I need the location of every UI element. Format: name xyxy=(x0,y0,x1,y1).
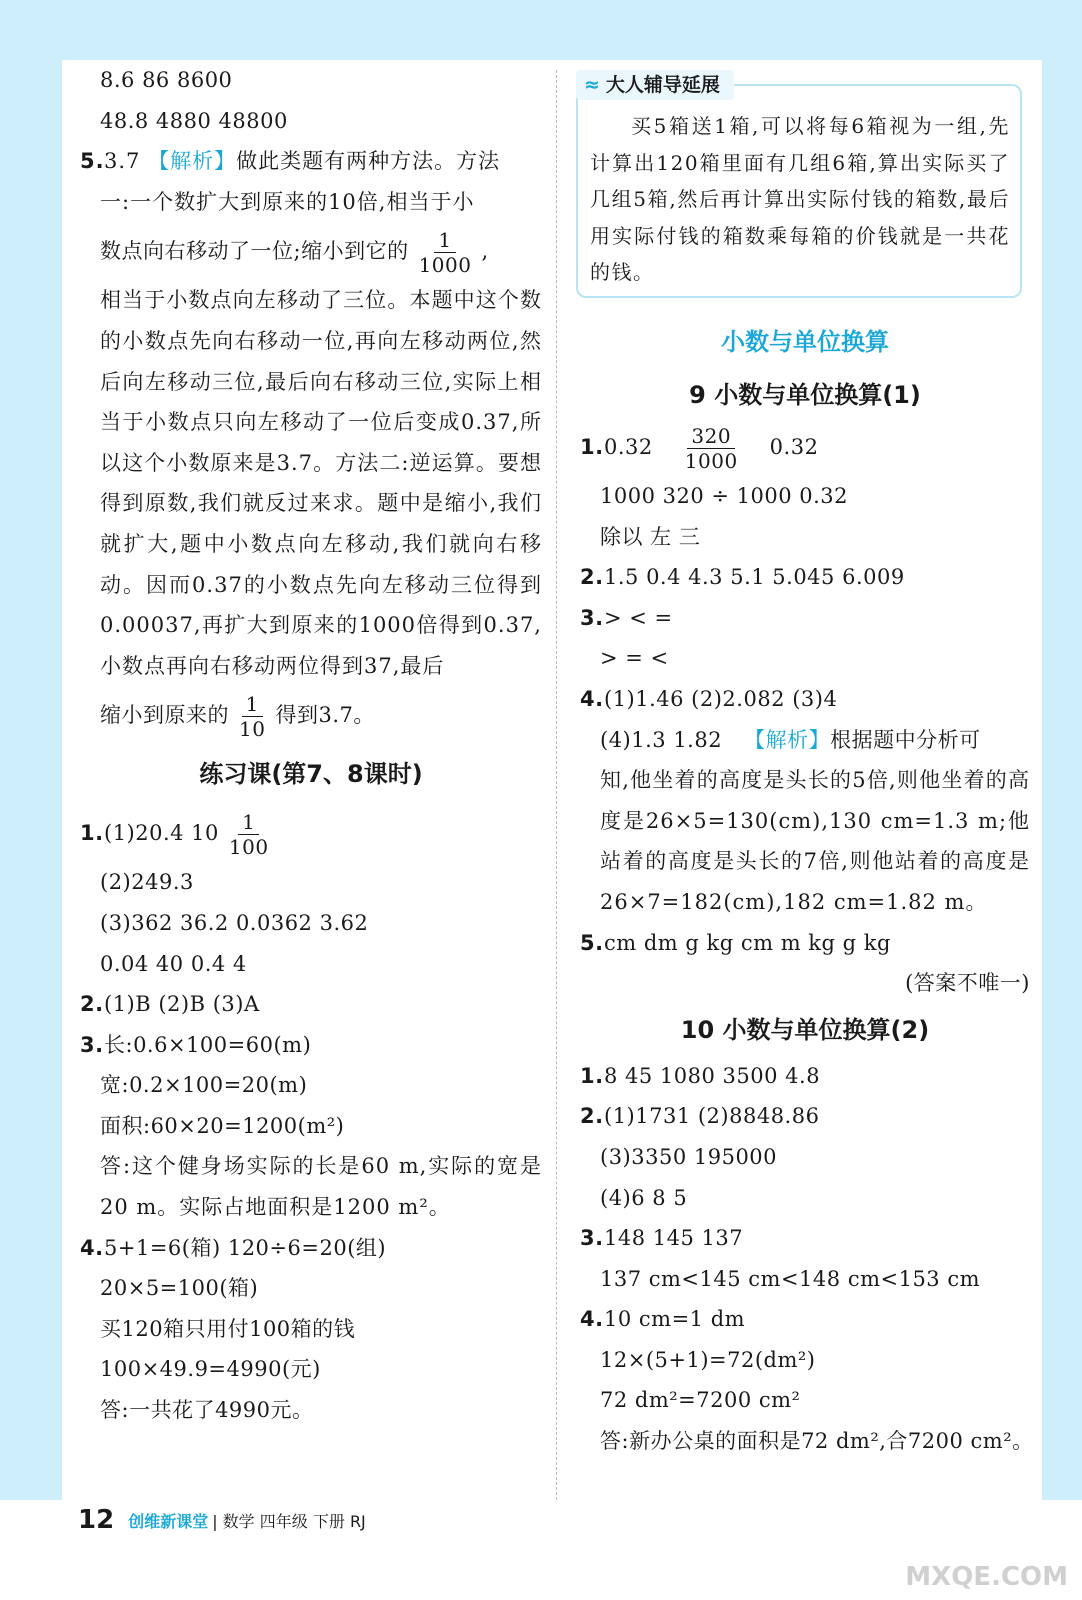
practice-2 xyxy=(80,984,542,1025)
answer: 10 cm=1 dm xyxy=(604,1307,746,1332)
answer: cm dm g kg cm m kg g kg xyxy=(604,930,891,955)
right-column xyxy=(580,312,1034,1462)
lesson-heading: 9 小数与单位换算(1) xyxy=(689,381,921,409)
question-number: 3. xyxy=(80,1032,104,1057)
lesson-heading: 10 小数与单位换算(2) xyxy=(680,1015,930,1044)
analysis-text: 相当于小数点向左移动了三位。本题中这个数的小数点先向右移动一位,再向左移动两位,然后向左移动三位,最后向右移动三位,实际上相当于小数点只向左移动了一位后变成0.37,所以这个小数原来是3.7。方法二:逆运算。要想得到原数,我们就反过来求。题中是缩小,我们就扩大,题中小数点向左移动,我们就向右移动。因而0.37的小数点先向左移动三位得到0.00037,再扩大到原来的1000倍得到0.37,小数点再向右移动两位得到37,最后 xyxy=(100,288,542,678)
answer-line: 8.6 86 8600 xyxy=(100,68,233,92)
tutoring-text xyxy=(590,108,1010,291)
lesson9-q3 xyxy=(580,598,1030,639)
question-number: 1. xyxy=(80,821,104,846)
answer-line: (3)362 36.2 0.0362 3.62 xyxy=(100,910,369,935)
answer: (1)20.4 10 xyxy=(104,821,219,846)
question-number: 5. xyxy=(580,930,604,955)
answer: (1)1.46 (2)2.082 (3)4 xyxy=(604,686,838,711)
analysis-text: 一:一个数扩大到原来的10倍,相当于小 xyxy=(100,189,475,214)
answer-line: 48.8 4880 48800 xyxy=(100,108,288,133)
answer-line: 答:新办公桌的面积是72 dm²,合7200 cm²。 xyxy=(600,1429,1034,1454)
answer-line: 72 dm²=7200 cm² xyxy=(600,1388,801,1413)
answer: 长:0.6×100=60(m) xyxy=(104,1032,312,1057)
question-number: 3. xyxy=(580,605,604,630)
answer-note: (答案不唯一) xyxy=(905,971,1030,996)
analysis-text-line xyxy=(80,222,542,280)
decorative-border-top xyxy=(0,0,1082,60)
answer: 0.32 xyxy=(769,435,819,459)
answer-line: 12×(5+1)=72(dm²) xyxy=(600,1347,816,1372)
denominator: 10 xyxy=(239,717,266,742)
question-number: 4. xyxy=(80,1235,104,1260)
answer-line: 面积:60×20=1200(m²) xyxy=(100,1113,345,1138)
practice-4 xyxy=(80,1228,542,1269)
tutoring-box-title xyxy=(576,70,734,100)
brand-name: 创维新课堂 xyxy=(128,1511,209,1531)
page-number: 12 xyxy=(78,1505,115,1535)
tutoring-title-text: 大人辅导延展 xyxy=(605,74,720,96)
analysis-tag: 【解析】 xyxy=(744,727,831,752)
page-footer xyxy=(78,1500,366,1540)
decorative-border-left xyxy=(0,0,62,1500)
question-number: 1. xyxy=(580,435,604,459)
answer-line: (3)3350 195000 xyxy=(600,1144,778,1169)
answer: 8 45 1080 3500 4.8 xyxy=(604,1063,821,1088)
analysis-text: , xyxy=(481,239,489,264)
fraction xyxy=(415,228,476,277)
left-column xyxy=(80,60,542,1431)
answer-text: 答:这个健身场实际的长是60 m,实际的宽是20 m。实际占地面积是1200 m²。 xyxy=(100,1154,542,1220)
lesson9-q2 xyxy=(580,557,1030,598)
answer: 148 145 137 xyxy=(604,1226,744,1251)
answer-line: 0.04 40 0.4 4 xyxy=(100,951,247,976)
answer: (1)B (2)B (3)A xyxy=(104,992,260,1017)
numerator: 320 xyxy=(687,424,735,449)
numerator: 1 xyxy=(434,228,455,253)
analysis-text: 知,他坐着的高度是头长的5倍,则他坐着的高度是26×5=130(cm),130 cm=1.3 m;他站着的高度是头长的7倍,则他站着的高度是26×7=182(cm),182 cm=1.82 m。 xyxy=(600,768,1030,914)
denominator: 1000 xyxy=(684,449,738,473)
question-number: 4. xyxy=(580,1307,604,1332)
book-info: | 数学 四年级 下册 RJ xyxy=(212,1511,366,1531)
answer-line: 20×5=100(箱) xyxy=(100,1276,259,1301)
fraction xyxy=(681,424,742,473)
wave-icon: ≈ xyxy=(584,74,600,96)
lesson9-q5 xyxy=(580,923,1030,964)
fraction xyxy=(235,692,269,741)
lesson10-q2 xyxy=(580,1096,1030,1137)
answer: (1)1731 (2)8848.86 xyxy=(604,1104,820,1129)
analysis-text: 根据题中分析可 xyxy=(830,727,981,752)
question-number: 2. xyxy=(80,992,104,1017)
fraction xyxy=(225,810,273,859)
section-heading: 练习课(第7、8课时) xyxy=(199,760,423,789)
answer-line: 买120箱只用付100箱的钱 xyxy=(100,1316,356,1341)
denominator: 100 xyxy=(228,835,269,860)
answer-line: 137 cm<145 cm<148 cm<153 cm xyxy=(600,1266,981,1291)
answer: 1.5 0.4 4.3 5.1 5.045 6.009 xyxy=(604,565,905,590)
analysis-text: 数点向右移动了一位;缩小到它的 xyxy=(100,239,409,264)
numerator: 1 xyxy=(238,810,259,835)
answer: (4)1.3 1.82 xyxy=(600,727,723,752)
analysis-text-line xyxy=(80,686,542,744)
answer: 0.32 xyxy=(604,435,653,459)
answer-line: (2)249.3 xyxy=(100,870,194,895)
tutoring-body: 买5箱送1箱,可以将每6箱视为一组,先计算出120箱里面有几组6箱,算出实际买了几组5箱,然后再计算出实际付钱的箱数,最后用实际付钱的箱数乘每箱的价钱就是一共花的钱。 xyxy=(590,114,1010,284)
watermark-text: MXQE.COM xyxy=(905,1562,1068,1592)
answer-line: 答:一共花了4990元。 xyxy=(100,1398,314,1423)
lesson9-q4 xyxy=(580,679,1030,720)
lesson9-q1 xyxy=(580,418,1030,476)
question-number: 2. xyxy=(580,1104,604,1129)
analysis-tag: 【解析】 xyxy=(148,149,237,174)
denominator: 1000 xyxy=(418,253,472,278)
decorative-border-right xyxy=(1042,0,1082,1500)
question-number: 3. xyxy=(580,1226,604,1251)
answer-line: 宽:0.2×100=20(m) xyxy=(100,1073,308,1098)
analysis-text: 做此类题有两种方法。方法 xyxy=(236,149,501,174)
answer-line: 除以 左 三 xyxy=(600,524,701,549)
question-number: 4. xyxy=(580,686,604,711)
lesson10-q3 xyxy=(580,1218,1030,1259)
answer-line xyxy=(580,720,1030,761)
watermark-logo xyxy=(902,1496,1072,1596)
answer: > < = xyxy=(604,605,673,630)
answer: 5+1=6(箱) 120÷6=20(组) xyxy=(104,1235,387,1260)
practice-1 xyxy=(80,804,542,862)
column-divider xyxy=(556,70,557,1500)
question-number: 1. xyxy=(580,1063,604,1088)
question-number: 5. xyxy=(80,149,105,174)
analysis-text: 得到3.7。 xyxy=(275,703,375,728)
answer-line: 100×49.9=4990(元) xyxy=(100,1357,321,1382)
lesson10-q4 xyxy=(580,1299,1030,1340)
answer-line: (4)6 8 5 xyxy=(600,1185,688,1210)
answer: 3.7 xyxy=(104,149,141,174)
question-number: 2. xyxy=(580,565,604,590)
answer-line: > = < xyxy=(600,646,669,671)
question-5 xyxy=(80,141,542,744)
answer-line: 1000 320 ÷ 1000 0.32 xyxy=(600,484,849,508)
numerator: 1 xyxy=(242,692,263,717)
lesson10-q1 xyxy=(580,1056,1030,1097)
practice-3 xyxy=(80,1025,542,1066)
unit-title: 小数与单位换算 xyxy=(721,328,889,356)
analysis-text: 缩小到原来的 xyxy=(100,703,229,728)
